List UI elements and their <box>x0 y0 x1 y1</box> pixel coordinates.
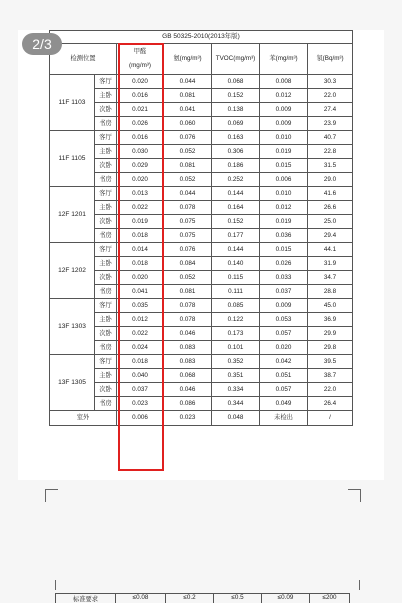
value-cell: 31.9 <box>308 257 353 271</box>
location-cell: 12F 1201 <box>50 187 95 243</box>
value-cell: 40.7 <box>308 131 353 145</box>
value-cell: 0.084 <box>164 257 212 271</box>
room-cell: 主卧 <box>95 89 117 103</box>
table-row <box>50 369 353 383</box>
table-row <box>50 117 353 131</box>
value-cell: 0.013 <box>117 187 164 201</box>
value-cell: 22.0 <box>308 89 353 103</box>
value-cell: 0.015 <box>260 243 308 257</box>
value-cell: 0.041 <box>117 285 164 299</box>
value-cell: 23.9 <box>308 117 353 131</box>
value-cell: 0.030 <box>117 145 164 159</box>
value-cell: 0.152 <box>212 89 260 103</box>
table-row <box>50 257 353 271</box>
value-cell: 45.0 <box>308 299 353 313</box>
value-cell: 0.086 <box>164 397 212 411</box>
value-cell: 0.019 <box>260 145 308 159</box>
location-cell: 13F 1303 <box>50 299 95 355</box>
value-cell: 0.334 <box>212 383 260 397</box>
value-cell: 0.036 <box>260 229 308 243</box>
value-cell: 0.041 <box>164 103 212 117</box>
table-row <box>50 341 353 355</box>
value-cell: 0.042 <box>260 355 308 369</box>
value-cell: 44.1 <box>308 243 353 257</box>
value-cell: 0.012 <box>117 313 164 327</box>
value-cell: 29.0 <box>308 173 353 187</box>
value-cell: 0.053 <box>260 313 308 327</box>
room-cell: 主卧 <box>95 145 117 159</box>
value-cell: 0.010 <box>260 131 308 145</box>
value-cell: 0.044 <box>164 75 212 89</box>
value-cell: 41.6 <box>308 187 353 201</box>
value-cell: 0.009 <box>260 103 308 117</box>
outdoor-row <box>50 411 353 426</box>
header-location: 检测位置 <box>50 44 117 75</box>
value-cell: 0.029 <box>117 159 164 173</box>
value-cell: 28.8 <box>308 285 353 299</box>
table-row <box>50 187 353 201</box>
value-cell: 0.075 <box>164 229 212 243</box>
value-cell: 0.018 <box>117 257 164 271</box>
value-cell: 0.033 <box>260 271 308 285</box>
table-row <box>50 397 353 411</box>
value-cell: 0.140 <box>212 257 260 271</box>
room-cell: 书房 <box>95 341 117 355</box>
header-radon: 氡(Bq/m³) <box>308 44 353 75</box>
table-row <box>50 229 353 243</box>
value-cell: 0.252 <box>212 173 260 187</box>
test-results-table <box>49 30 353 426</box>
value-cell: 31.5 <box>308 159 353 173</box>
room-cell: 书房 <box>95 285 117 299</box>
room-cell: 客厅 <box>95 355 117 369</box>
outdoor-value: 0.006 <box>117 411 164 426</box>
value-cell: 0.009 <box>260 299 308 313</box>
table-row <box>50 145 353 159</box>
room-cell: 次卧 <box>95 271 117 285</box>
value-cell: 0.006 <box>260 173 308 187</box>
value-cell: 0.009 <box>260 117 308 131</box>
value-cell: 0.083 <box>164 355 212 369</box>
standard-value: ≤200 <box>310 594 350 603</box>
crop-mark-left <box>45 489 58 502</box>
header-benzene: 苯(mg/m³) <box>260 44 308 75</box>
value-cell: 0.060 <box>164 117 212 131</box>
table-row <box>50 201 353 215</box>
value-cell: 0.057 <box>260 383 308 397</box>
standard-value: ≤0.2 <box>166 594 214 603</box>
header-formaldehyde-name: 甲醛 <box>117 48 163 56</box>
value-cell: 22.8 <box>308 145 353 159</box>
standard-requirement-row <box>55 593 350 603</box>
value-cell: 0.101 <box>212 341 260 355</box>
room-cell: 主卧 <box>95 201 117 215</box>
room-cell: 主卧 <box>95 369 117 383</box>
room-cell: 客厅 <box>95 243 117 257</box>
value-cell: 0.020 <box>117 75 164 89</box>
header-ammonia: 氨(mg/m³) <box>164 44 212 75</box>
value-cell: 0.083 <box>164 341 212 355</box>
table-row <box>50 285 353 299</box>
table-row <box>50 75 353 89</box>
outdoor-value: 0.048 <box>212 411 260 426</box>
value-cell: 0.046 <box>164 327 212 341</box>
room-cell: 主卧 <box>95 257 117 271</box>
value-cell: 0.081 <box>164 285 212 299</box>
value-cell: 0.057 <box>260 327 308 341</box>
value-cell: 0.037 <box>117 383 164 397</box>
value-cell: 0.008 <box>260 75 308 89</box>
table-row <box>50 299 353 313</box>
value-cell: 0.177 <box>212 229 260 243</box>
value-cell: 0.019 <box>117 215 164 229</box>
value-cell: 26.6 <box>308 201 353 215</box>
room-cell: 书房 <box>95 229 117 243</box>
table-row <box>50 383 353 397</box>
value-cell: 0.018 <box>117 229 164 243</box>
value-cell: 22.0 <box>308 383 353 397</box>
room-cell: 客厅 <box>95 299 117 313</box>
value-cell: 0.164 <box>212 201 260 215</box>
value-cell: 0.051 <box>260 369 308 383</box>
value-cell: 0.012 <box>260 89 308 103</box>
value-cell: 0.019 <box>260 215 308 229</box>
value-cell: 0.081 <box>164 89 212 103</box>
value-cell: 0.163 <box>212 131 260 145</box>
value-cell: 0.052 <box>164 173 212 187</box>
next-page-mark-right <box>349 580 360 590</box>
value-cell: 0.012 <box>260 201 308 215</box>
table-row <box>50 89 353 103</box>
outdoor-value: 0.023 <box>164 411 212 426</box>
location-cell: 11F 1103 <box>50 75 95 131</box>
value-cell: 0.026 <box>260 257 308 271</box>
value-cell: 0.115 <box>212 271 260 285</box>
value-cell: 0.052 <box>164 271 212 285</box>
table-row <box>50 103 353 117</box>
value-cell: 26.4 <box>308 397 353 411</box>
value-cell: 36.9 <box>308 313 353 327</box>
value-cell: 0.122 <box>212 313 260 327</box>
value-cell: 0.186 <box>212 159 260 173</box>
value-cell: 30.3 <box>308 75 353 89</box>
value-cell: 0.024 <box>117 341 164 355</box>
table-row <box>50 131 353 145</box>
value-cell: 0.344 <box>212 397 260 411</box>
value-cell: 0.352 <box>212 355 260 369</box>
value-cell: 0.078 <box>164 299 212 313</box>
room-cell: 书房 <box>95 397 117 411</box>
value-cell: 0.076 <box>164 243 212 257</box>
value-cell: 0.069 <box>212 117 260 131</box>
header-formaldehyde-unit: (mg/m³) <box>117 62 163 70</box>
value-cell: 0.068 <box>164 369 212 383</box>
value-cell: 0.081 <box>164 159 212 173</box>
table-row <box>50 355 353 369</box>
room-cell: 主卧 <box>95 313 117 327</box>
room-cell: 客厅 <box>95 187 117 201</box>
standard-value: ≤0.09 <box>262 594 310 603</box>
location-cell: 13F 1305 <box>50 355 95 411</box>
value-cell: 25.0 <box>308 215 353 229</box>
room-cell: 客厅 <box>95 131 117 145</box>
table-row <box>50 243 353 257</box>
value-cell: 0.014 <box>117 243 164 257</box>
value-cell: 0.144 <box>212 187 260 201</box>
table-header-row <box>50 44 353 75</box>
room-cell: 次卧 <box>95 103 117 117</box>
value-cell: 0.021 <box>117 103 164 117</box>
value-cell: 0.078 <box>164 313 212 327</box>
value-cell: 0.085 <box>212 299 260 313</box>
value-cell: 39.5 <box>308 355 353 369</box>
value-cell: 0.044 <box>164 187 212 201</box>
value-cell: 0.138 <box>212 103 260 117</box>
value-cell: 0.016 <box>117 89 164 103</box>
value-cell: 38.7 <box>308 369 353 383</box>
value-cell: 0.020 <box>117 173 164 187</box>
value-cell: 0.026 <box>117 117 164 131</box>
outdoor-value: 未检出 <box>260 411 308 426</box>
value-cell: 0.052 <box>164 145 212 159</box>
value-cell: 0.022 <box>117 201 164 215</box>
table-row <box>50 271 353 285</box>
value-cell: 0.111 <box>212 285 260 299</box>
value-cell: 29.9 <box>308 327 353 341</box>
location-cell: 11F 1105 <box>50 131 95 187</box>
value-cell: 0.351 <box>212 369 260 383</box>
room-cell: 次卧 <box>95 159 117 173</box>
value-cell: 0.040 <box>117 369 164 383</box>
room-cell: 客厅 <box>95 75 117 89</box>
room-cell: 书房 <box>95 173 117 187</box>
table-row <box>50 159 353 173</box>
table-row <box>50 173 353 187</box>
table-row <box>50 215 353 229</box>
value-cell: 29.4 <box>308 229 353 243</box>
room-cell: 书房 <box>95 117 117 131</box>
value-cell: 0.152 <box>212 215 260 229</box>
value-cell: 0.306 <box>212 145 260 159</box>
value-cell: 29.8 <box>308 341 353 355</box>
outdoor-label: 室外 <box>50 411 117 426</box>
outdoor-value: / <box>308 411 353 426</box>
value-cell: 0.078 <box>164 201 212 215</box>
standard-value: ≤0.5 <box>214 594 262 603</box>
room-cell: 次卧 <box>95 215 117 229</box>
room-cell: 次卧 <box>95 383 117 397</box>
value-cell: 0.173 <box>212 327 260 341</box>
value-cell: 0.022 <box>117 327 164 341</box>
room-cell: 次卧 <box>95 327 117 341</box>
value-cell: 0.144 <box>212 243 260 257</box>
value-cell: 0.037 <box>260 285 308 299</box>
value-cell: 0.068 <box>212 75 260 89</box>
location-cell: 12F 1202 <box>50 243 95 299</box>
value-cell: 0.015 <box>260 159 308 173</box>
value-cell: 0.075 <box>164 215 212 229</box>
value-cell: 0.046 <box>164 383 212 397</box>
value-cell: 0.020 <box>117 271 164 285</box>
table-row <box>50 327 353 341</box>
value-cell: 0.023 <box>117 397 164 411</box>
header-formaldehyde <box>117 44 164 75</box>
table-title: GB 50325-2010(2013年版) <box>50 31 353 44</box>
value-cell: 0.049 <box>260 397 308 411</box>
value-cell: 0.076 <box>164 131 212 145</box>
standard-value: ≤0.08 <box>116 594 166 603</box>
standard-label: 标准要求 <box>56 594 116 603</box>
value-cell: 27.4 <box>308 103 353 117</box>
next-page-mark-left <box>55 580 66 590</box>
value-cell: 0.010 <box>260 187 308 201</box>
table-row <box>50 313 353 327</box>
value-cell: 0.016 <box>117 131 164 145</box>
header-tvoc: TVOC(mg/m³) <box>212 44 260 75</box>
value-cell: 34.7 <box>308 271 353 285</box>
value-cell: 0.020 <box>260 341 308 355</box>
crop-mark-right <box>348 489 361 502</box>
value-cell: 0.035 <box>117 299 164 313</box>
page-indicator: 2/3 <box>22 33 62 55</box>
value-cell: 0.018 <box>117 355 164 369</box>
